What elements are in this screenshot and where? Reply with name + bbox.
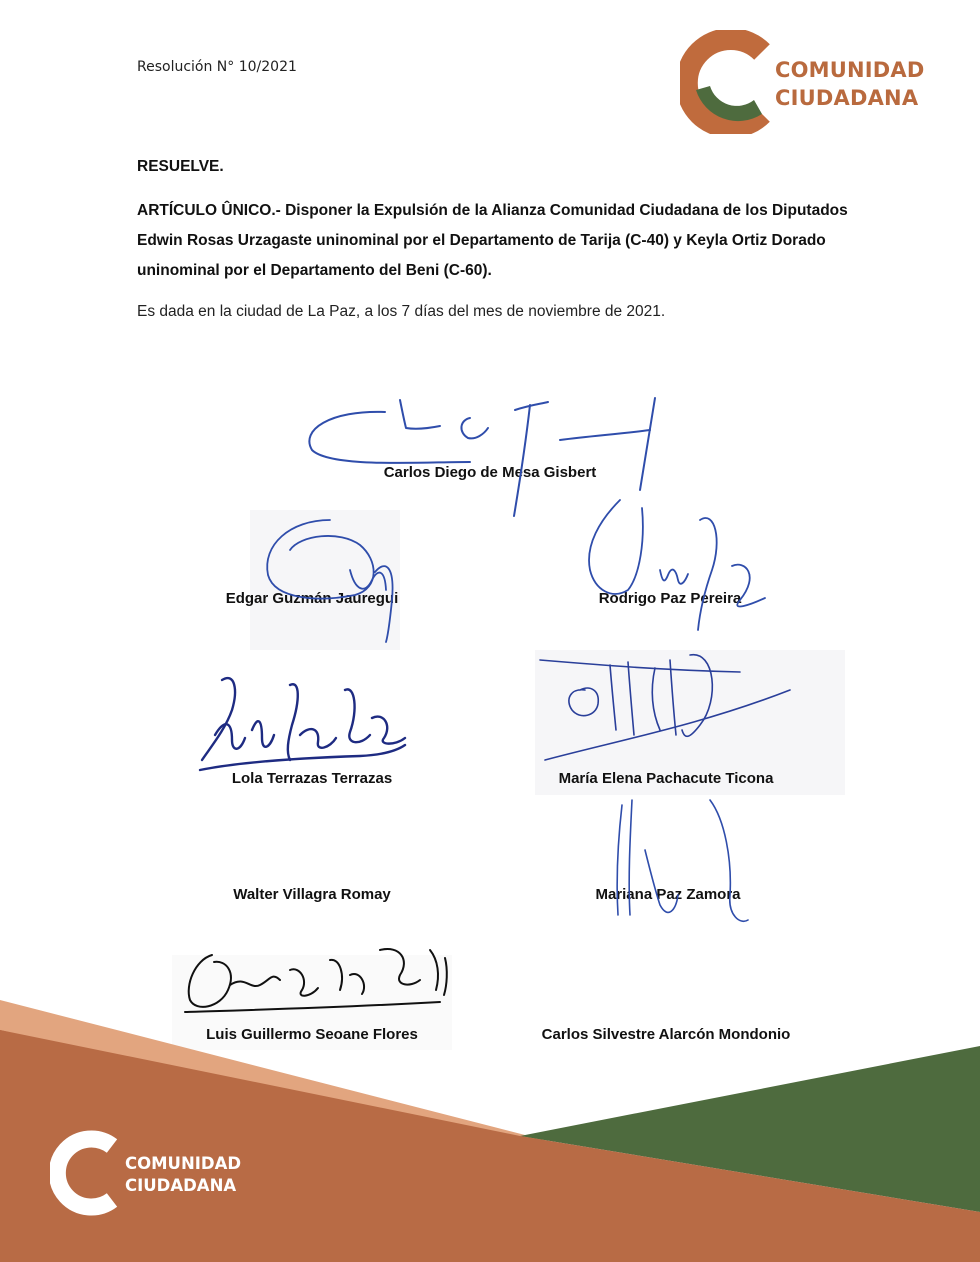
footer-logo-line2: CIUDADANA (125, 1176, 237, 1195)
logo-line2: CIUDADANA (775, 86, 919, 110)
articulo-unico: ARTÍCULO ÛNICO.- Disponer la Expulsión de la Alianza Comunidad Ciudadana de los Diputados Edwin Rosas Urzagaste uninominal por el Departamento de Tarija (C-40) y Keyla Ortiz Dorado uninominal por el Departamento del Beni (C-60). (137, 202, 848, 279)
c-logo-icon-white (50, 1128, 130, 1218)
c-logo-icon (680, 30, 780, 134)
resolution-number: Resolución N° 10/2021 (137, 59, 297, 75)
logo-line1: COMUNIDAD (775, 58, 925, 82)
signatory-name: Edgar Guzmán Jauregui (225, 590, 399, 607)
signatory-name: Rodrigo Paz Pereira (598, 590, 742, 607)
signature-mark (589, 500, 765, 630)
footer-logo-line1: COMUNIDAD (125, 1154, 242, 1173)
footer-wordmark (125, 1153, 241, 1197)
footer-band (0, 990, 980, 1262)
signatory-name: María Elena Pachacute Ticona (558, 770, 774, 787)
signature-mark (309, 398, 655, 516)
signatory-name: Mariana Paz Zamora (595, 886, 741, 903)
logo-wordmark (775, 56, 925, 112)
signatory-name: Carlos Silvestre Alarcón Mondonio (541, 1026, 791, 1043)
signatory-name: Lola Terrazas Terrazas (231, 770, 393, 787)
signatory-name: Walter Villagra Romay (233, 886, 391, 903)
date-statement: Es dada en la ciudad de La Paz, a los 7 días del mes de noviembre de 2021. (137, 303, 666, 320)
comunidad-ciudadana-logo (680, 30, 940, 134)
signature-mark (200, 678, 405, 770)
signature-mark (617, 800, 748, 921)
resuelve-heading: RESUELVE. (137, 158, 224, 175)
signatory-name: Luis Guillermo Seoane Flores (206, 1026, 418, 1043)
footer-logo (50, 1128, 270, 1218)
signatory-name: Carlos Diego de Mesa Gisbert (383, 464, 597, 481)
signature-scan-bg (250, 510, 400, 650)
